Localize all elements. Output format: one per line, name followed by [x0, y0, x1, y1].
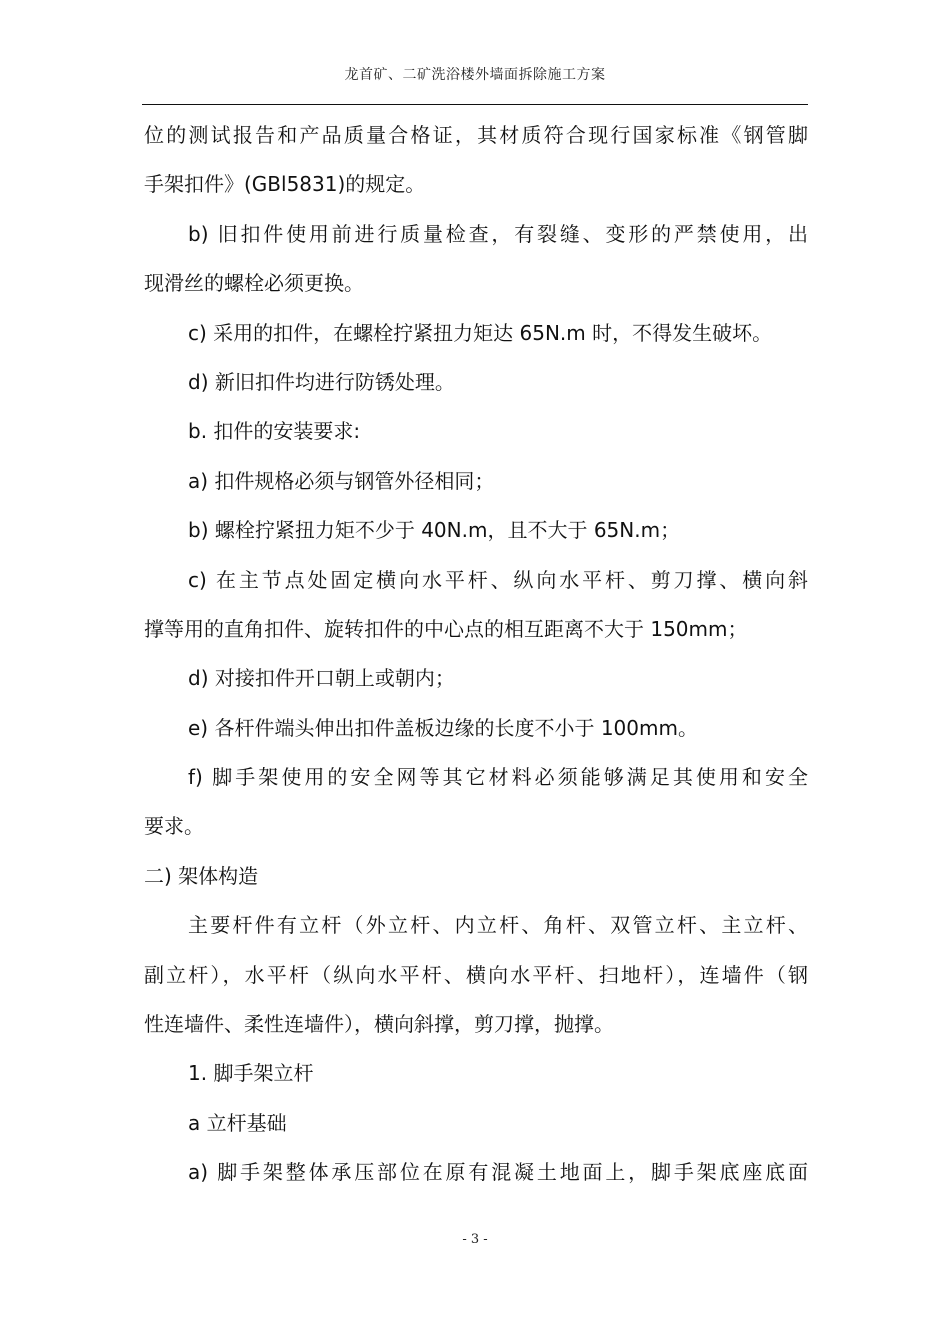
body-line: 要求。 — [144, 814, 204, 839]
body-line: c) 在主节点处固定横向水平杆、纵向水平杆、剪刀撑、横向斜 — [188, 567, 808, 592]
page-header-title: 龙首矿、二矿洗浴楼外墙面拆除施工方案 — [344, 67, 606, 83]
section-heading: 二) 架体构造 — [144, 863, 259, 888]
body-line: 现滑丝的螺栓必须更换。 — [144, 271, 364, 296]
body-line: 撑等用的直角扣件、旋转扣件的中心点的相互距离不大于 150mm； — [144, 616, 748, 641]
page-number: - 3 - — [462, 1232, 488, 1247]
body-line: f) 脚手架使用的安全网等其它材料必须能够满足其使用和安全 — [188, 765, 808, 790]
body-line: e) 各杆件端头伸出扣件盖板边缘的长度不小于 100mm。 — [188, 715, 698, 740]
body-line: 手架扣件》(GBl5831)的规定。 — [144, 172, 426, 197]
body-line: b) 旧扣件使用前进行质量检查，有裂缝、变形的严禁使用，出 — [188, 221, 808, 246]
document-body — [144, 111, 808, 1198]
body-line: 性连墙件、柔性连墙件），横向斜撑，剪刀撑，抛撑。 — [144, 1012, 614, 1037]
body-line: a) 脚手架整体承压部位在原有混凝土地面上，脚手架底座底面 — [188, 1160, 808, 1185]
body-line: d) 对接扣件开口朝上或朝内； — [188, 666, 455, 691]
body-line: a) 扣件规格必须与钢管外径相同； — [188, 468, 495, 493]
body-line: 位的测试报告和产品质量合格证，其材质符合现行国家标准《钢管脚 — [144, 123, 808, 147]
body-line: b. 扣件的安装要求: — [188, 419, 361, 444]
body-line: c) 采用的扣件，在螺栓拧紧扭力矩达 65N.m 时，不得发生破坏。 — [188, 320, 773, 345]
subsection-heading: 1. 脚手架立杆 — [188, 1061, 314, 1086]
body-line: b) 螺栓拧紧扭力矩不少于 40N.m，且不大于 65N.m； — [188, 518, 681, 543]
body-line: 主要杆件有立杆（外立杆、内立杆、角杆、双管立杆、主立杆、 — [188, 913, 808, 938]
subsection-heading: a 立杆基础 — [188, 1110, 287, 1135]
header-divider — [142, 104, 808, 105]
body-line: 副立杆），水平杆（纵向水平杆、横向水平杆、扫地杆），连墙件（钢 — [144, 962, 808, 987]
body-line: d) 新旧扣件均进行防锈处理。 — [188, 369, 455, 394]
